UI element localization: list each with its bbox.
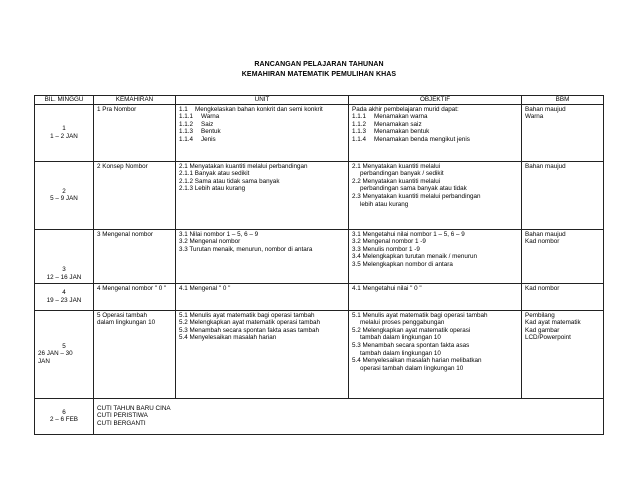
objective-line: 5.4 Menyelesaikan masalah harian melibatkan bbox=[352, 357, 482, 365]
objective-code: 1.1.2 bbox=[352, 120, 367, 128]
table-row bbox=[35, 310, 604, 398]
header-unit: UNIT bbox=[176, 96, 349, 105]
skill-text: 1 Pra Nombor bbox=[97, 105, 137, 113]
objective-cell bbox=[349, 310, 522, 398]
week-cell bbox=[35, 104, 94, 161]
unit-line: 2.1 Menyatakan kuantiti melalui perbandingan bbox=[179, 162, 308, 170]
objective-text: Menamakan benda mengikut jenis bbox=[374, 135, 470, 143]
bbm-item: Kad ayat matematik bbox=[525, 319, 581, 327]
objective-line: 3.4 Melengkapkan turutan menaik / menurun bbox=[352, 253, 477, 261]
unit-text: Bentuk bbox=[201, 128, 221, 136]
week-dates: 1 – 2 JAN bbox=[50, 132, 78, 140]
unit-code: 1.1.3 bbox=[179, 128, 194, 136]
unit-text: Saiz bbox=[201, 120, 214, 128]
bbm-item: Bahan maujud bbox=[525, 105, 566, 113]
objective-line: perbandingan sama banyak atau tidak bbox=[360, 185, 467, 193]
objective-code: 1.1.4 bbox=[352, 135, 367, 143]
unit-line: 5.3 Menambah secara spontan fakta asas tambah bbox=[179, 326, 320, 334]
objective-cell bbox=[349, 283, 522, 310]
holiday-note: CUTI BERGANTI bbox=[97, 419, 146, 427]
objective-line: 2.3 Menyatakan kuantiti melalui perbandingan bbox=[352, 192, 481, 200]
skill-cell bbox=[94, 161, 176, 229]
skill-cell bbox=[94, 310, 176, 398]
objective-code: 1.1.1 bbox=[352, 113, 367, 121]
header-objective: OBJEKTIF bbox=[349, 96, 522, 105]
objective-line: 3.3 Menulis nombor 1 -9 bbox=[352, 245, 420, 253]
week-cell bbox=[35, 398, 94, 434]
unit-code: 1.1.4 bbox=[179, 135, 194, 143]
skill-cell bbox=[94, 104, 176, 161]
table-row bbox=[35, 398, 604, 434]
week-dates: 12 – 16 JAN bbox=[46, 274, 82, 281]
table-row bbox=[35, 283, 604, 310]
bbm-cell bbox=[522, 310, 604, 398]
unit-code: 1.1 bbox=[179, 105, 188, 113]
objective-line: melalui proses penggabungan bbox=[360, 319, 445, 327]
week-number: 3 bbox=[62, 266, 66, 274]
unit-line: 5.2 Melengkapkan ayat matematik operasi tambah bbox=[179, 319, 321, 327]
header-bbm: BBM bbox=[522, 96, 604, 105]
objective-cell bbox=[349, 161, 522, 229]
bbm-item: Kad gambar bbox=[525, 326, 560, 334]
week-number: 6 bbox=[62, 408, 66, 416]
unit-code: 1.1.2 bbox=[179, 120, 194, 128]
objective-line: lebih atau kurang bbox=[360, 200, 409, 208]
bbm-cell bbox=[522, 283, 604, 310]
unit-line: 5.4 Menyelesaikan masalah harian bbox=[179, 334, 277, 342]
skill-text: 2 Konsep Nombor bbox=[97, 162, 148, 170]
unit-line: 3.3 Turutan menaik, menurun, nombor di antara bbox=[179, 245, 313, 253]
objective-line: 3.2 Mengenal nombor 1 -9 bbox=[352, 238, 426, 246]
objective-text: Menamakan saiz bbox=[374, 120, 422, 128]
skill-cell bbox=[94, 283, 176, 310]
holiday-note: CUTI PERISTIWA bbox=[97, 412, 148, 420]
unit-line: 3.2 Mengenal nombor bbox=[179, 238, 241, 246]
week-cell bbox=[35, 283, 94, 310]
document-subtitle: KEMAHIRAN MATEMATIK PEMULIHAN KHAS bbox=[241, 71, 397, 78]
objective-line: 5.2 Melengkapkan ayat matematik operasi bbox=[352, 326, 471, 334]
table-row bbox=[35, 104, 604, 161]
unit-cell bbox=[176, 161, 349, 229]
week-dates: 2 – 6 FEB bbox=[49, 416, 78, 424]
skill-text: dalam lingkungan 10 bbox=[97, 319, 156, 327]
bbm-cell bbox=[522, 229, 604, 283]
objective-code: 1.1.3 bbox=[352, 128, 367, 136]
week-number: 1 bbox=[62, 125, 66, 132]
objective-line: 2.2 Menyatakan kuantiti melalui bbox=[352, 177, 441, 185]
week-number: 4 bbox=[62, 289, 66, 296]
objective-line: 5.1 Menulis ayat matematik bagi operasi tambah bbox=[352, 311, 488, 319]
week-dates: 19 – 23 JAN bbox=[46, 296, 82, 304]
week-cell bbox=[35, 310, 94, 398]
bbm-item: Kad nombor bbox=[525, 284, 560, 292]
skill-cell bbox=[94, 229, 176, 283]
holiday-note: CUTI TAHUN BARU CINA bbox=[97, 404, 171, 412]
unit-code: 1.1.1 bbox=[179, 113, 194, 121]
notes-cell bbox=[94, 398, 604, 434]
objective-line: 4.1 Mengetahui nilai " 0 " bbox=[352, 284, 422, 292]
unit-text: Warna bbox=[201, 113, 220, 121]
objective-line: 3.1 Mengetahui nilai nombor 1 – 5, 6 – 9 bbox=[352, 230, 465, 238]
header-skill: KEMAHIRAN bbox=[94, 96, 176, 105]
objective-line: tambah dalam lingkungan 10 bbox=[360, 349, 441, 357]
objective-line: 3.5 Melengkapkan nombor di antara bbox=[352, 260, 453, 268]
objective-line: operasi tambah dalam lingkungan 10 bbox=[360, 364, 464, 372]
week-cell bbox=[35, 229, 94, 283]
table-row bbox=[35, 161, 604, 229]
document-title: RANCANGAN PELAJARAN TAHUNAN bbox=[254, 61, 384, 68]
unit-cell bbox=[176, 283, 349, 310]
unit-line: 5.1 Menulis ayat matematik bagi operasi tambah bbox=[179, 311, 315, 319]
bbm-item: Pembilang bbox=[525, 311, 555, 319]
unit-line: 2.1.2 Sama atau tidak sama banyak bbox=[179, 177, 280, 185]
objective-text: Menamakan bentuk bbox=[374, 128, 430, 136]
week-dates: 26 JAN – 30 bbox=[38, 350, 73, 358]
table-header-row bbox=[35, 96, 604, 105]
bbm-item: Warna bbox=[525, 113, 544, 121]
week-number: 5 bbox=[62, 342, 66, 350]
objective-line: 2.1 Menyatakan kuantiti melalui bbox=[352, 162, 441, 170]
unit-text: Mengkelaskan bahan konkrit dan semi konkrit bbox=[195, 105, 323, 113]
objective-text: Menamakan warna bbox=[374, 113, 428, 121]
objective-line: perbandingan banyak / sedikit bbox=[360, 170, 444, 178]
week-dates: 5 – 9 JAN bbox=[50, 195, 78, 203]
header-week: BIL. MINGGU bbox=[35, 96, 94, 105]
unit-text: Jenis bbox=[201, 135, 216, 143]
unit-line: 3.1 Nilai nombor 1 – 5, 6 – 9 bbox=[179, 230, 259, 238]
unit-line: 4.1 Mengenal " 0 " bbox=[179, 284, 231, 292]
unit-line: 2.1.3 Lebih atau kurang bbox=[179, 185, 246, 193]
lesson-plan-table bbox=[34, 95, 604, 435]
skill-text: 5 Operasi tambah bbox=[97, 311, 148, 319]
bbm-item: Kad nombor bbox=[525, 238, 560, 246]
skill-text: 3 Mengenal nombor bbox=[97, 230, 154, 238]
bbm-cell bbox=[522, 161, 604, 229]
objective-cell bbox=[349, 104, 522, 161]
week-cell bbox=[35, 161, 94, 229]
bbm-item: Bahan maujud bbox=[525, 230, 566, 238]
unit-line: 2.1.1 Banyak atau sedikit bbox=[179, 170, 250, 178]
bbm-cell bbox=[522, 104, 604, 161]
objective-text: Pada akhir pembelajaran murid dapat: bbox=[352, 105, 459, 113]
unit-cell bbox=[176, 104, 349, 161]
objective-cell bbox=[349, 229, 522, 283]
week-dates: JAN bbox=[38, 357, 50, 365]
bbm-item: Bahan maujud bbox=[525, 162, 566, 170]
objective-line: 5.3 Menambah secara spontan fakta asas bbox=[352, 341, 470, 349]
skill-text: 4 Mengenal nombor " 0 " bbox=[97, 284, 167, 292]
unit-cell bbox=[176, 229, 349, 283]
objective-line: tambah dalam lingkungan 10 bbox=[360, 334, 441, 342]
unit-cell bbox=[176, 310, 349, 398]
week-number: 2 bbox=[62, 187, 66, 195]
table-row bbox=[35, 229, 604, 283]
bbm-item: LCD/Powerpoint bbox=[525, 334, 571, 342]
